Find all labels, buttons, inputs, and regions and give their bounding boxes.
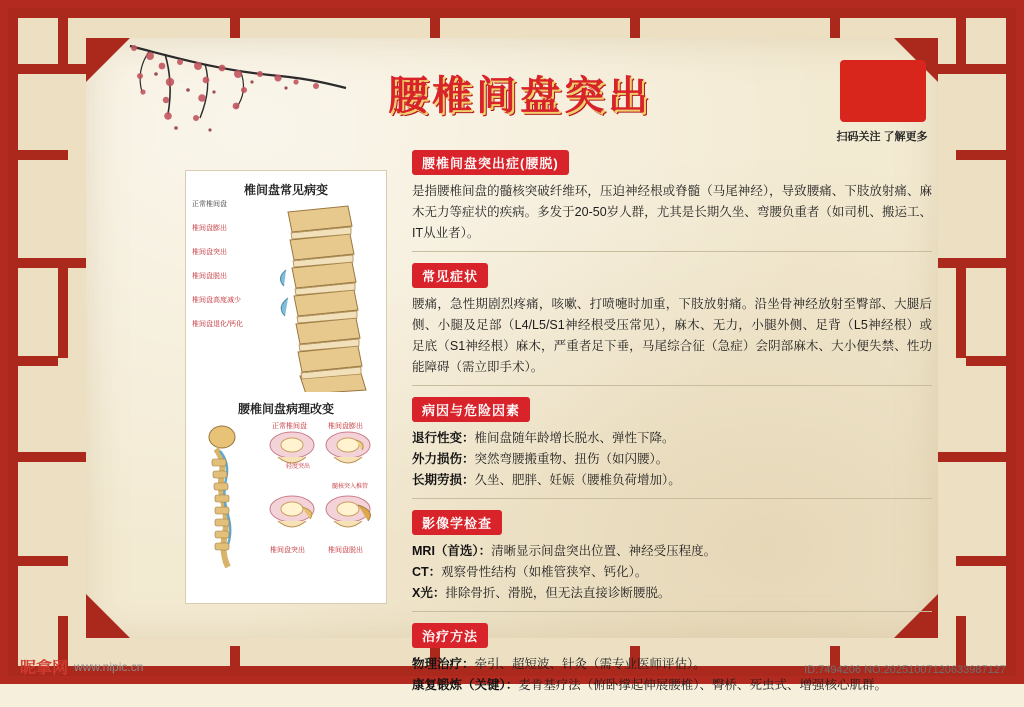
spine-label: 正常椎间盘	[192, 201, 227, 208]
spine-label: 椎间盘高度减少	[192, 297, 241, 304]
page-title: 腰椎间盘突出	[388, 73, 652, 119]
list-item	[412, 428, 932, 449]
item-value: 排除骨折、滑脱，但无法直接诊断腰脱。	[445, 586, 671, 600]
item-value: 麦肯基疗法（俯卧撑起伸展腰椎）、臀桥、死虫式、增强核心肌群。	[518, 678, 888, 692]
lattice-bar	[8, 8, 18, 676]
lattice-bar	[430, 8, 440, 38]
section-heading: 病因与危险因素	[412, 397, 530, 422]
item-value: 椎间盘随年龄增长脱水、弹性下降。	[474, 431, 675, 445]
lattice-bar	[956, 150, 1016, 160]
watermark-url: www.nipic.cn	[74, 659, 144, 674]
list-item	[412, 675, 932, 696]
section-paragraph: 是指腰椎间盘的髓核突破纤维环，压迫神经根或脊髓（马尾神经），导致腰痛、下肢放射痛、麻木无力等症状的疾病。多发于20-50岁人群，尤其是长期久坐、弯腰负重者（如司机、搬运工、IT从业者）。	[412, 184, 932, 240]
list-item	[412, 470, 932, 491]
item-value: 观察骨性结构（如椎管狭窄、钙化）。	[441, 565, 648, 579]
lattice-bar	[8, 150, 68, 160]
lattice-bar	[58, 258, 68, 358]
pathology-label: 椎间盘膨出	[328, 423, 363, 430]
list-item	[412, 583, 932, 604]
content-sections	[412, 150, 932, 707]
section-symptoms	[412, 263, 932, 386]
lattice-bar	[8, 356, 58, 366]
illustration-card	[185, 170, 387, 604]
pathology-label: 椎间盘脱出	[328, 547, 363, 554]
lattice-bar	[956, 556, 1016, 566]
lattice-bar	[8, 452, 86, 462]
watermark	[20, 655, 143, 678]
panel-corner	[86, 594, 130, 638]
spine-label: 椎间盘退化/钙化	[192, 321, 243, 328]
illustration-title-bottom: 腰椎间盘病理改变	[237, 402, 334, 416]
lattice-bar	[58, 8, 68, 64]
lattice-bar	[8, 556, 68, 566]
lattice-bar	[956, 258, 966, 358]
list-item	[412, 562, 932, 583]
lattice-bar	[8, 8, 1016, 18]
spine-label: 椎间盘突出	[192, 249, 227, 256]
divider	[412, 611, 932, 612]
divider	[412, 251, 932, 252]
lattice-bar	[8, 258, 86, 268]
item-key: 外力损伤：	[412, 452, 475, 466]
item-key: 退行性变：	[412, 431, 475, 445]
section-heading: 常见症状	[412, 263, 488, 288]
item-key: CT：	[412, 565, 442, 579]
lattice-bar	[938, 452, 1016, 462]
section-heading: 影像学检查	[412, 510, 502, 535]
item-key: 康复锻炼（关键）：	[412, 678, 519, 692]
lattice-bar	[230, 646, 240, 676]
item-key: MRI（首选）：	[412, 544, 492, 558]
lattice-bar	[1006, 8, 1016, 676]
item-value: 突然弯腰搬重物、扭伤（如闪腰）。	[474, 452, 669, 466]
lattice-bar	[830, 8, 840, 38]
spine-label: 椎间盘膨出	[192, 225, 227, 232]
item-key: X光：	[412, 586, 446, 600]
pathology-label: 髓核突入椎管	[332, 484, 369, 490]
divider	[412, 385, 932, 386]
section-treatment	[412, 623, 932, 696]
watermark-logo: 昵拿网	[20, 658, 69, 677]
plum-blossom-branch-icon	[110, 36, 350, 156]
item-value: 久坐、肥胖、妊娠（腰椎负荷增加）。	[474, 473, 681, 487]
section-heading: 治疗方法	[412, 623, 488, 648]
image-id-text: ID:7494206 NO:20251007120633987127	[804, 664, 1006, 676]
section-imaging	[412, 510, 932, 612]
section-heading: 腰椎间盘突出症(腰脱)	[412, 150, 569, 175]
section-definition	[412, 150, 932, 252]
illustration-title-top: 椎间盘常见病变	[243, 183, 328, 197]
pathology-label: 椎间盘突出	[270, 547, 305, 554]
section-causes	[412, 397, 932, 499]
spine-label: 椎间盘脱出	[192, 273, 227, 280]
lattice-bar	[938, 258, 1016, 268]
lattice-bar	[956, 8, 966, 64]
item-value: 牵引、超短波、针灸（需专业医师评估）。	[474, 657, 706, 671]
lattice-bar	[630, 8, 640, 38]
divider	[412, 498, 932, 499]
lattice-bar	[230, 8, 240, 38]
spine-label-list	[192, 193, 243, 337]
list-item	[412, 541, 932, 562]
list-item	[412, 449, 932, 470]
pathology-label: 轻度突出	[286, 464, 311, 470]
item-key: 长期劳损：	[412, 473, 475, 487]
item-key: 物理治疗：	[412, 657, 475, 671]
qr-caption: 扫码关注 了解更多	[836, 131, 928, 143]
pathology-label: 正常椎间盘	[272, 423, 307, 430]
item-value: 清晰显示间盘突出位置、神经受压程度。	[491, 544, 717, 558]
pathology-diagram	[186, 421, 386, 571]
lattice-bar	[966, 356, 1016, 366]
qr-code[interactable]	[840, 60, 926, 122]
section-paragraph: 腰痛，急性期剧烈疼痛，咳嗽、打喷嚏时加重，下肢放射痛。沿坐骨神经放射至臀部、大腿后侧、小腿及足部（L4/L5/S1神经根受压常见），麻木、无力，小腿外侧、足背（L5神经根）或足底（S1神经根）麻木，严重者足下垂，马尾综合征（急症）会阴部麻木、大小便失禁、性功能障碍（需立即手术）。	[412, 297, 932, 374]
